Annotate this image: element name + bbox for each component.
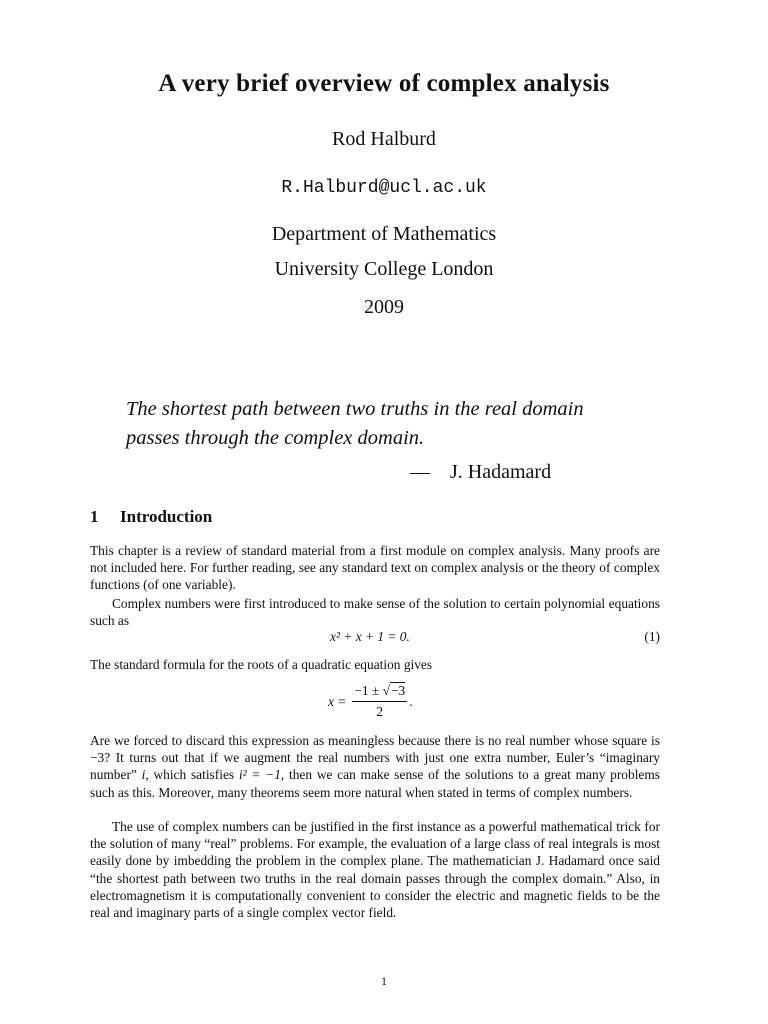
fraction xyxy=(352,683,407,720)
epigraph-attribution xyxy=(410,461,551,484)
attribution-name: J. Hadamard xyxy=(450,461,552,483)
section-heading xyxy=(90,507,212,527)
section-title: Introduction xyxy=(120,507,213,526)
page-number: 1 xyxy=(381,974,387,988)
paragraph-2: Complex numbers were first introduced to make sense of the solution to certain polynomial equations such as xyxy=(90,596,660,629)
p4-text-c: , then we can make sense of the solutions to a great many problems such as this. Moreover, many theorems seem more natural when stated in terms of complex numbers. xyxy=(90,767,660,800)
department: Department of Mathematics xyxy=(271,223,497,245)
equation-quadratic-roots xyxy=(328,683,413,720)
numerator-text: −1 ± √ xyxy=(354,683,390,698)
epigraph-quote xyxy=(126,395,646,453)
year: 2009 xyxy=(364,296,404,318)
imaginary-unit: i xyxy=(141,767,146,783)
fraction-denominator: 2 xyxy=(376,704,384,719)
section-number: 1 xyxy=(90,507,99,526)
equation-2-period: . xyxy=(409,693,413,709)
epigraph-line-1: The shortest path between two truths in the real domain xyxy=(126,398,584,420)
fraction-numerator xyxy=(352,683,407,702)
equation-2-lhs: x = xyxy=(328,693,347,709)
university: University College London xyxy=(274,258,494,280)
p4-text-a: Are we forced to discard this expression as meaningless because there is no real number whose square is −3? It turns out that if we augment the real numbers with just one extra number, Euler’s “imaginary number” xyxy=(90,733,660,783)
equation-1-expression: x² + x + 1 = 0. xyxy=(330,629,410,644)
paragraph-3: The standard formula for the roots of a quadratic equation gives xyxy=(90,657,433,672)
em-dash: — xyxy=(410,461,430,483)
epigraph-line-2: passes through the complex domain. xyxy=(126,427,425,449)
paragraph-4 xyxy=(90,732,660,801)
radicand: −3 xyxy=(390,683,406,698)
i-squared-equation: i² = −1 xyxy=(238,767,281,783)
equation-1-number: (1) xyxy=(644,629,660,644)
paper-title: A very brief overview of complex analysis xyxy=(158,70,610,97)
author-name: Rod Halburd xyxy=(332,128,436,150)
paragraph-5: The use of complex numbers can be justified in the first instance as a powerful mathematical trick for the solution of many “real” problems. For example, the evaluation of a large class of real integrals is most easily done by imbedding the problem in the complex plane. The mathematician J. Hadamard once said “the shortest path between two truths in the real domain passes through the complex domain.” Also, in electromagnetism it is computationally convenient to consider the electric and magnetic fields to be the real and imaginary parts of a single complex vector field. xyxy=(90,819,660,921)
p4-text-b: , which satisfies xyxy=(145,767,239,783)
author-email: R.Halburd@ucl.ac.uk xyxy=(281,178,487,198)
paragraph-1: This chapter is a review of standard material from a first module on complex analysis. Many proofs are not included here. For further reading, see any standard text on complex analysis or the theory of complex functions (of one variable). xyxy=(90,543,660,593)
